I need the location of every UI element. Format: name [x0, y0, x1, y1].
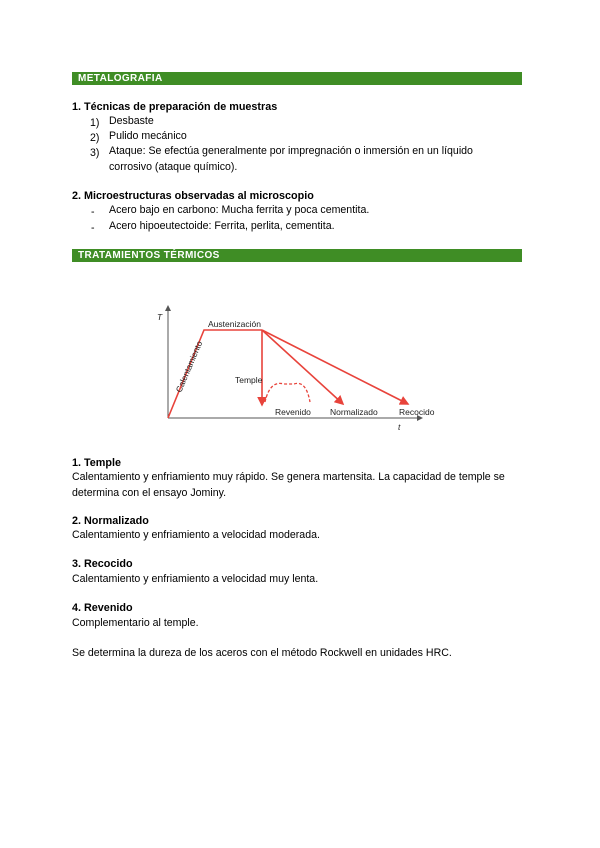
section-header-tratamientos: TRATAMIENTOS TÉRMICOS	[72, 249, 522, 262]
item-text: determina con el ensayo Jominy.	[72, 487, 227, 499]
bullet-text: Acero hipoeutectoide: Ferrita, perlita, cementita.	[109, 220, 335, 232]
x-axis-label: t	[398, 422, 401, 432]
normalizing-curve	[262, 330, 343, 404]
annealing-curve	[262, 330, 408, 404]
step-number: 2)	[90, 132, 100, 144]
heading-microstructures: 2. Microestructuras observadas al microscopio	[72, 190, 314, 202]
tempering-label: Revenido	[275, 407, 311, 417]
heating-label: Calentamiento	[173, 339, 205, 394]
bullet-dash: -	[91, 206, 95, 218]
step-number: 1)	[90, 117, 100, 129]
step-text: Desbaste	[109, 115, 154, 127]
item-text: Calentamiento y enfriamiento a velocidad moderada.	[72, 529, 320, 541]
item-text: Calentamiento y enfriamiento muy rápido. Se genera martensita. La capacidad de temple se	[72, 471, 505, 483]
item-text: Complementario al temple.	[72, 617, 199, 629]
heading-preparation: 1. Técnicas de preparación de muestras	[72, 101, 278, 113]
step-text-continued: corrosivo (ataque químico).	[109, 161, 238, 173]
item-title-revenido: 4. Revenido	[72, 602, 133, 614]
bullet-text: Acero bajo en carbono: Mucha ferrita y poca cementita.	[109, 204, 370, 216]
step-text: Pulido mecánico	[109, 130, 187, 142]
hardness-note: Se determina la dureza de los aceros con el método Rockwell en unidades HRC.	[72, 647, 452, 659]
austenitizing-label: Austenización	[208, 319, 261, 329]
item-title-recocido: 3. Recocido	[72, 558, 133, 570]
item-title-normalizado: 2. Normalizado	[72, 515, 149, 527]
item-title-temple: 1. Temple	[72, 457, 122, 469]
annealing-label: Recocido	[399, 407, 435, 417]
quench-label: Temple	[235, 375, 263, 385]
item-text: Calentamiento y enfriamiento a velocidad muy lenta.	[72, 573, 319, 585]
step-number: 3)	[90, 147, 100, 159]
normalizing-label: Normalizado	[330, 407, 378, 417]
bullet-dash: -	[91, 222, 95, 234]
step-text: Ataque: Se efectúa generalmente por impregnación o inmersión en un líquido	[109, 145, 473, 157]
tempering-curve	[265, 383, 310, 402]
y-axis-label: T	[157, 312, 163, 322]
heat-treatment-diagram	[157, 300, 435, 435]
section-header-metalografia: METALOGRAFIA	[72, 72, 522, 85]
